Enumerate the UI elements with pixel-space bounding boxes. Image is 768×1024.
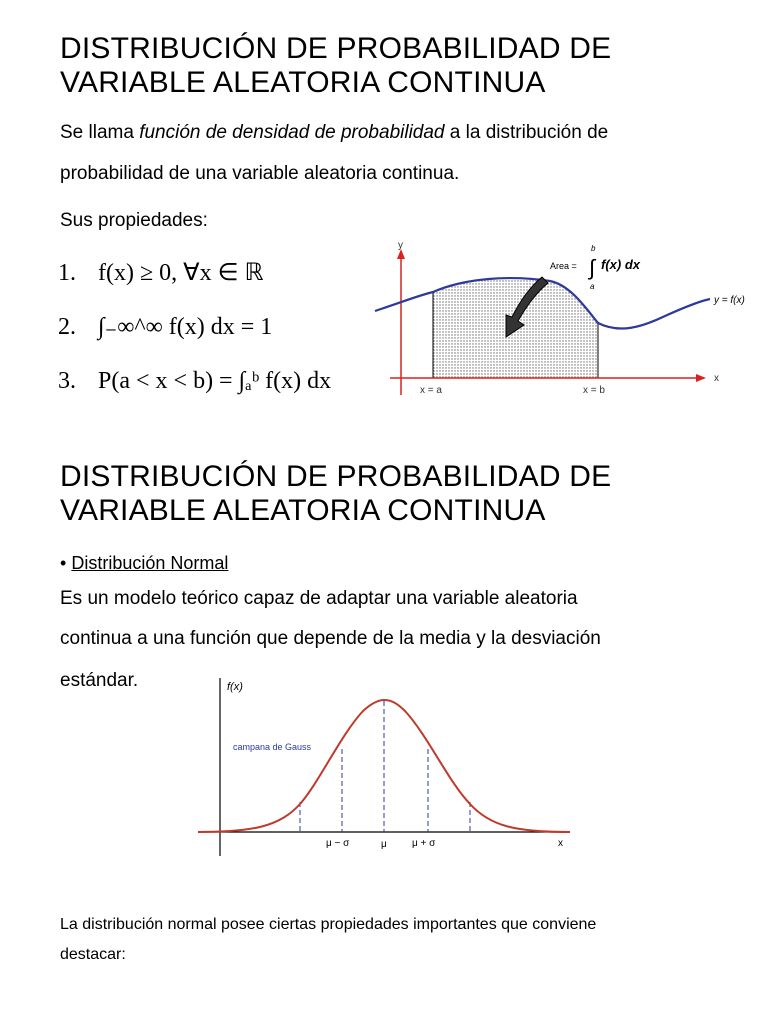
property-2-number: 2. <box>58 314 76 340</box>
intro-italic-term: función de densidad de probabilidad <box>139 122 445 143</box>
section2-title-line1: DISTRIBUCIÓN DE PROBABILIDAD DE <box>60 460 612 493</box>
footer-line2: destacar: <box>60 946 126 963</box>
property-1-formula: f(x) ≥ 0, ∀x ∈ ℝ <box>98 260 264 286</box>
area-formula: f(x) dx <box>601 257 640 272</box>
xa-label: x = a <box>420 385 442 396</box>
bullet-normal-distribution: Distribución Normal <box>71 553 229 573</box>
property-1-number: 1. <box>58 260 76 286</box>
desc-line3: estándar. <box>60 670 139 691</box>
xb-label: x = b <box>583 385 605 396</box>
section2-title-line2: VARIABLE ALEATORIA CONTINUA <box>60 494 546 527</box>
y-axis-label: y <box>398 240 403 251</box>
section1-title-line1: DISTRIBUCIÓN DE PROBABILIDAD DE <box>60 32 612 65</box>
curve-label: y = f(x) <box>714 295 745 306</box>
area-integral-upper: b <box>591 244 596 253</box>
x-axis-label: x <box>714 373 719 384</box>
property-3-number: 3. <box>58 368 76 394</box>
tick-mu-minus-sigma: μ − σ <box>326 838 350 849</box>
area-integral-sign: ∫ <box>589 255 596 280</box>
property-3 <box>58 368 331 395</box>
intro-paragraph-line2: probabilidad de una variable aleatoria continua. <box>60 163 460 184</box>
area-label: Area = <box>550 261 577 271</box>
bell-y-label: f(x) <box>227 681 243 693</box>
tick-mu-plus-sigma: μ + σ <box>412 838 436 849</box>
bullet-dot: • <box>60 553 67 573</box>
section1-title-line2: VARIABLE ALEATORIA CONTINUA <box>60 66 546 99</box>
property-2-formula: ∫₋∞^∞ f(x) dx = 1 <box>98 314 273 340</box>
bell-x-label: x <box>558 838 563 849</box>
intro-prefix: Se llama <box>60 122 140 143</box>
x-axis-arrow <box>696 374 706 382</box>
gauss-bell-figure <box>195 676 595 862</box>
bell-curve-label: campana de Gauss <box>233 742 312 752</box>
properties-heading: Sus propiedades: <box>60 210 208 231</box>
intro-suffix: a la distribución de <box>444 122 609 143</box>
intro-paragraph-line1 <box>60 122 608 144</box>
desc-line2: continua a una función que depende de la media y la desviación <box>60 628 601 649</box>
property-1 <box>58 258 263 287</box>
footer-line1: La distribución normal posee ciertas propiedades importantes que conviene <box>60 916 597 933</box>
property-3-formula: P(a < x < b) = ∫ₐᵇ f(x) dx <box>98 368 332 394</box>
tick-mu: μ <box>381 839 387 850</box>
bullet-item <box>60 553 228 574</box>
density-area-figure <box>370 235 762 405</box>
area-integral-lower: a <box>590 282 595 291</box>
property-2 <box>58 312 272 341</box>
desc-line1: Es un modelo teórico capaz de adaptar una variable aleatoria <box>60 588 578 609</box>
